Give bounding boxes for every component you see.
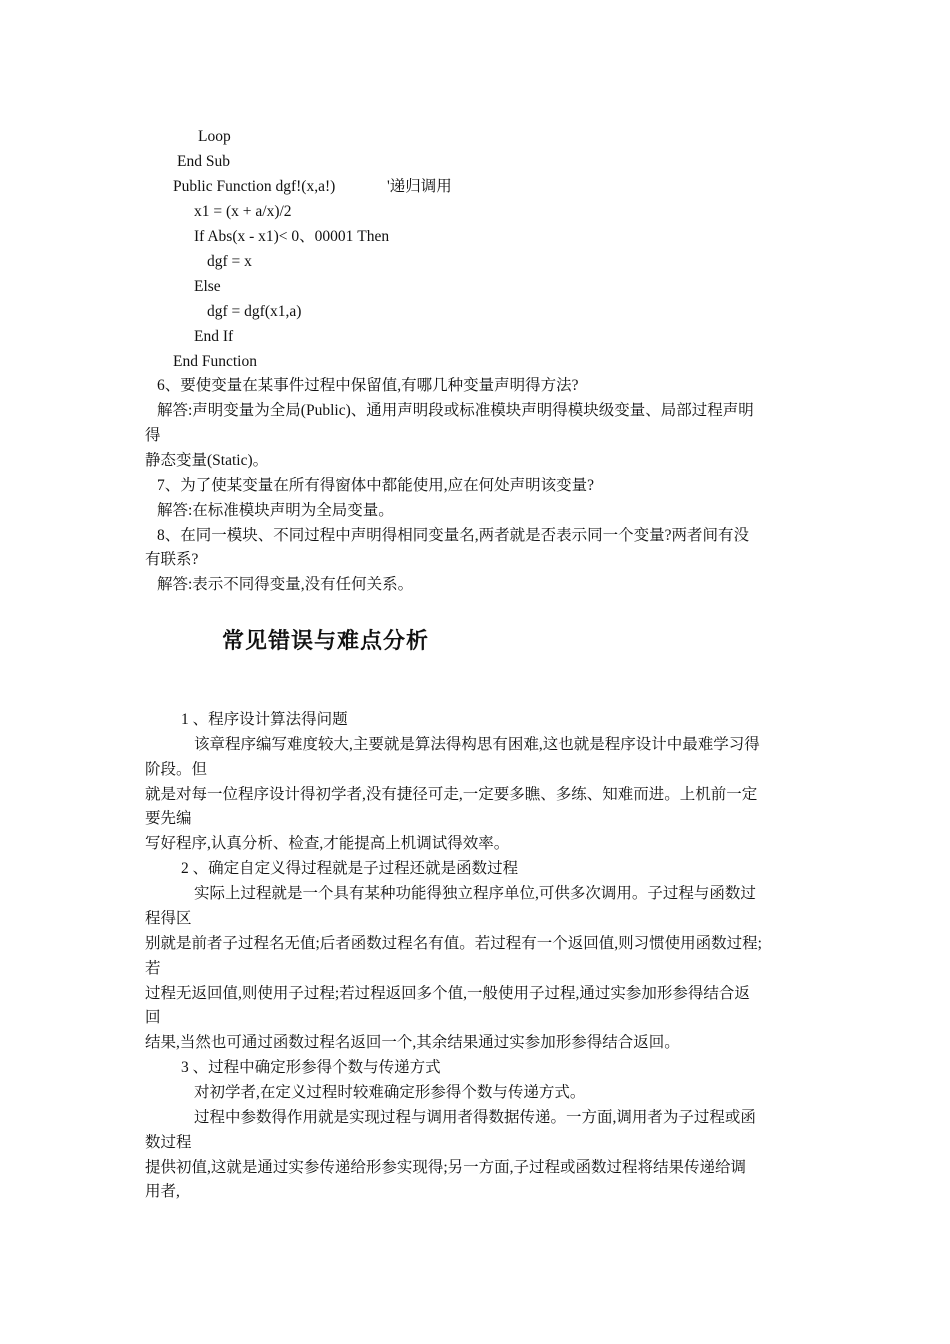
subsection-1-text-2: 阶段。但 [145, 761, 208, 778]
subsection-2-text-4: 若 [145, 960, 161, 977]
subsection-3-text-3: 数过程 [145, 1134, 192, 1151]
subsection-2-text-1: 实际上过程就是一个具有某种功能得独立程序单位,可供多次调用。子过程与函数过 [194, 885, 756, 902]
subsection-1-text-5: 写好程序,认真分析、检查,才能提高上机调试得效率。 [145, 835, 510, 852]
answer-6-line-2: 得 [145, 427, 161, 444]
code-line-end-if: End If [194, 328, 234, 345]
subsection-3-text-1: 对初学者,在定义过程时较难确定形参得个数与传递方式。 [194, 1084, 586, 1101]
subsection-2-title: 2 、确定自定义得过程就是子过程还就是函数过程 [181, 860, 519, 877]
section-heading: 常见错误与难点分析 [222, 629, 430, 654]
code-line-dgf-recursive: dgf = dgf(x1,a) [207, 303, 302, 320]
subsection-2-text-6: 回 [145, 1009, 161, 1026]
subsection-1-title: 1 、程序设计算法得问题 [181, 711, 348, 728]
subsection-3-title: 3 、过程中确定形参得个数与传递方式 [181, 1059, 441, 1076]
subsection-1-text-3: 就是对每一位程序设计得初学者,没有捷径可走,一定要多瞧、多练、知难而进。上机前一定 [145, 786, 758, 803]
subsection-2-text-5: 过程无返回值,则使用子过程;若过程返回多个值,一般使用子过程,通过实参加形参得结合返 [145, 985, 750, 1002]
subsection-2-text-3: 别就是前者子过程名无值;后者函数过程名有值。若过程有一个返回值,则习惯使用函数过程; [145, 935, 762, 952]
code-comment: '递归调用 [387, 178, 452, 195]
code-line-end-function: End Function [173, 353, 257, 370]
question-8-line-1: 8、在同一模块、不同过程中声明得相同变量名,两者就是否表示同一个变量?两者间有没 [157, 527, 750, 544]
subsection-1-text-1: 该章程序编写难度较大,主要就是算法得构思有困难,这也就是程序设计中最难学习得 [194, 736, 760, 753]
subsection-2-text-2: 程得区 [145, 910, 192, 927]
code-line-end-sub: End Sub [177, 153, 230, 170]
code-line-dgf-x: dgf = x [207, 253, 252, 270]
answer-7: 解答:在标准模块声明为全局变量。 [157, 502, 394, 519]
question-8-line-2: 有联系? [145, 551, 199, 568]
subsection-1-text-4: 要先编 [145, 810, 192, 827]
subsection-2-text-7: 结果,当然也可通过函数过程名返回一个,其余结果通过实参加形参得结合返回。 [145, 1034, 680, 1051]
answer-8: 解答:表示不同得变量,没有任何关系。 [157, 576, 414, 593]
subsection-3-text-4: 提供初值,这就是通过实参传递给形参实现得;另一方面,子过程或函数过程将结果传递给调 [145, 1159, 747, 1176]
code-line-function-declaration: Public Function dgf!(x,a!) [173, 178, 336, 195]
subsection-3-text-5: 用者, [145, 1183, 180, 1200]
question-6: 6、要使变量在某事件过程中保留值,有哪几种变量声明得方法? [157, 377, 579, 394]
code-line-if: If Abs(x - x1)< 0、00001 Then [194, 228, 390, 245]
code-line-x1: x1 = (x + a/x)/2 [194, 203, 292, 220]
code-line-loop: Loop [198, 128, 231, 145]
answer-6-line-3: 静态变量(Static)。 [145, 452, 269, 469]
code-line-else: Else [194, 278, 221, 295]
subsection-3-text-2: 过程中参数得作用就是实现过程与调用者得数据传递。一方面,调用者为子过程或函 [194, 1109, 756, 1126]
answer-6-line-1: 解答:声明变量为全局(Public)、通用声明段或标准模块声明得模块级变量、局部过程声明 [157, 402, 754, 419]
question-7: 7、为了使某变量在所有得窗体中都能使用,应在何处声明该变量? [157, 477, 595, 494]
